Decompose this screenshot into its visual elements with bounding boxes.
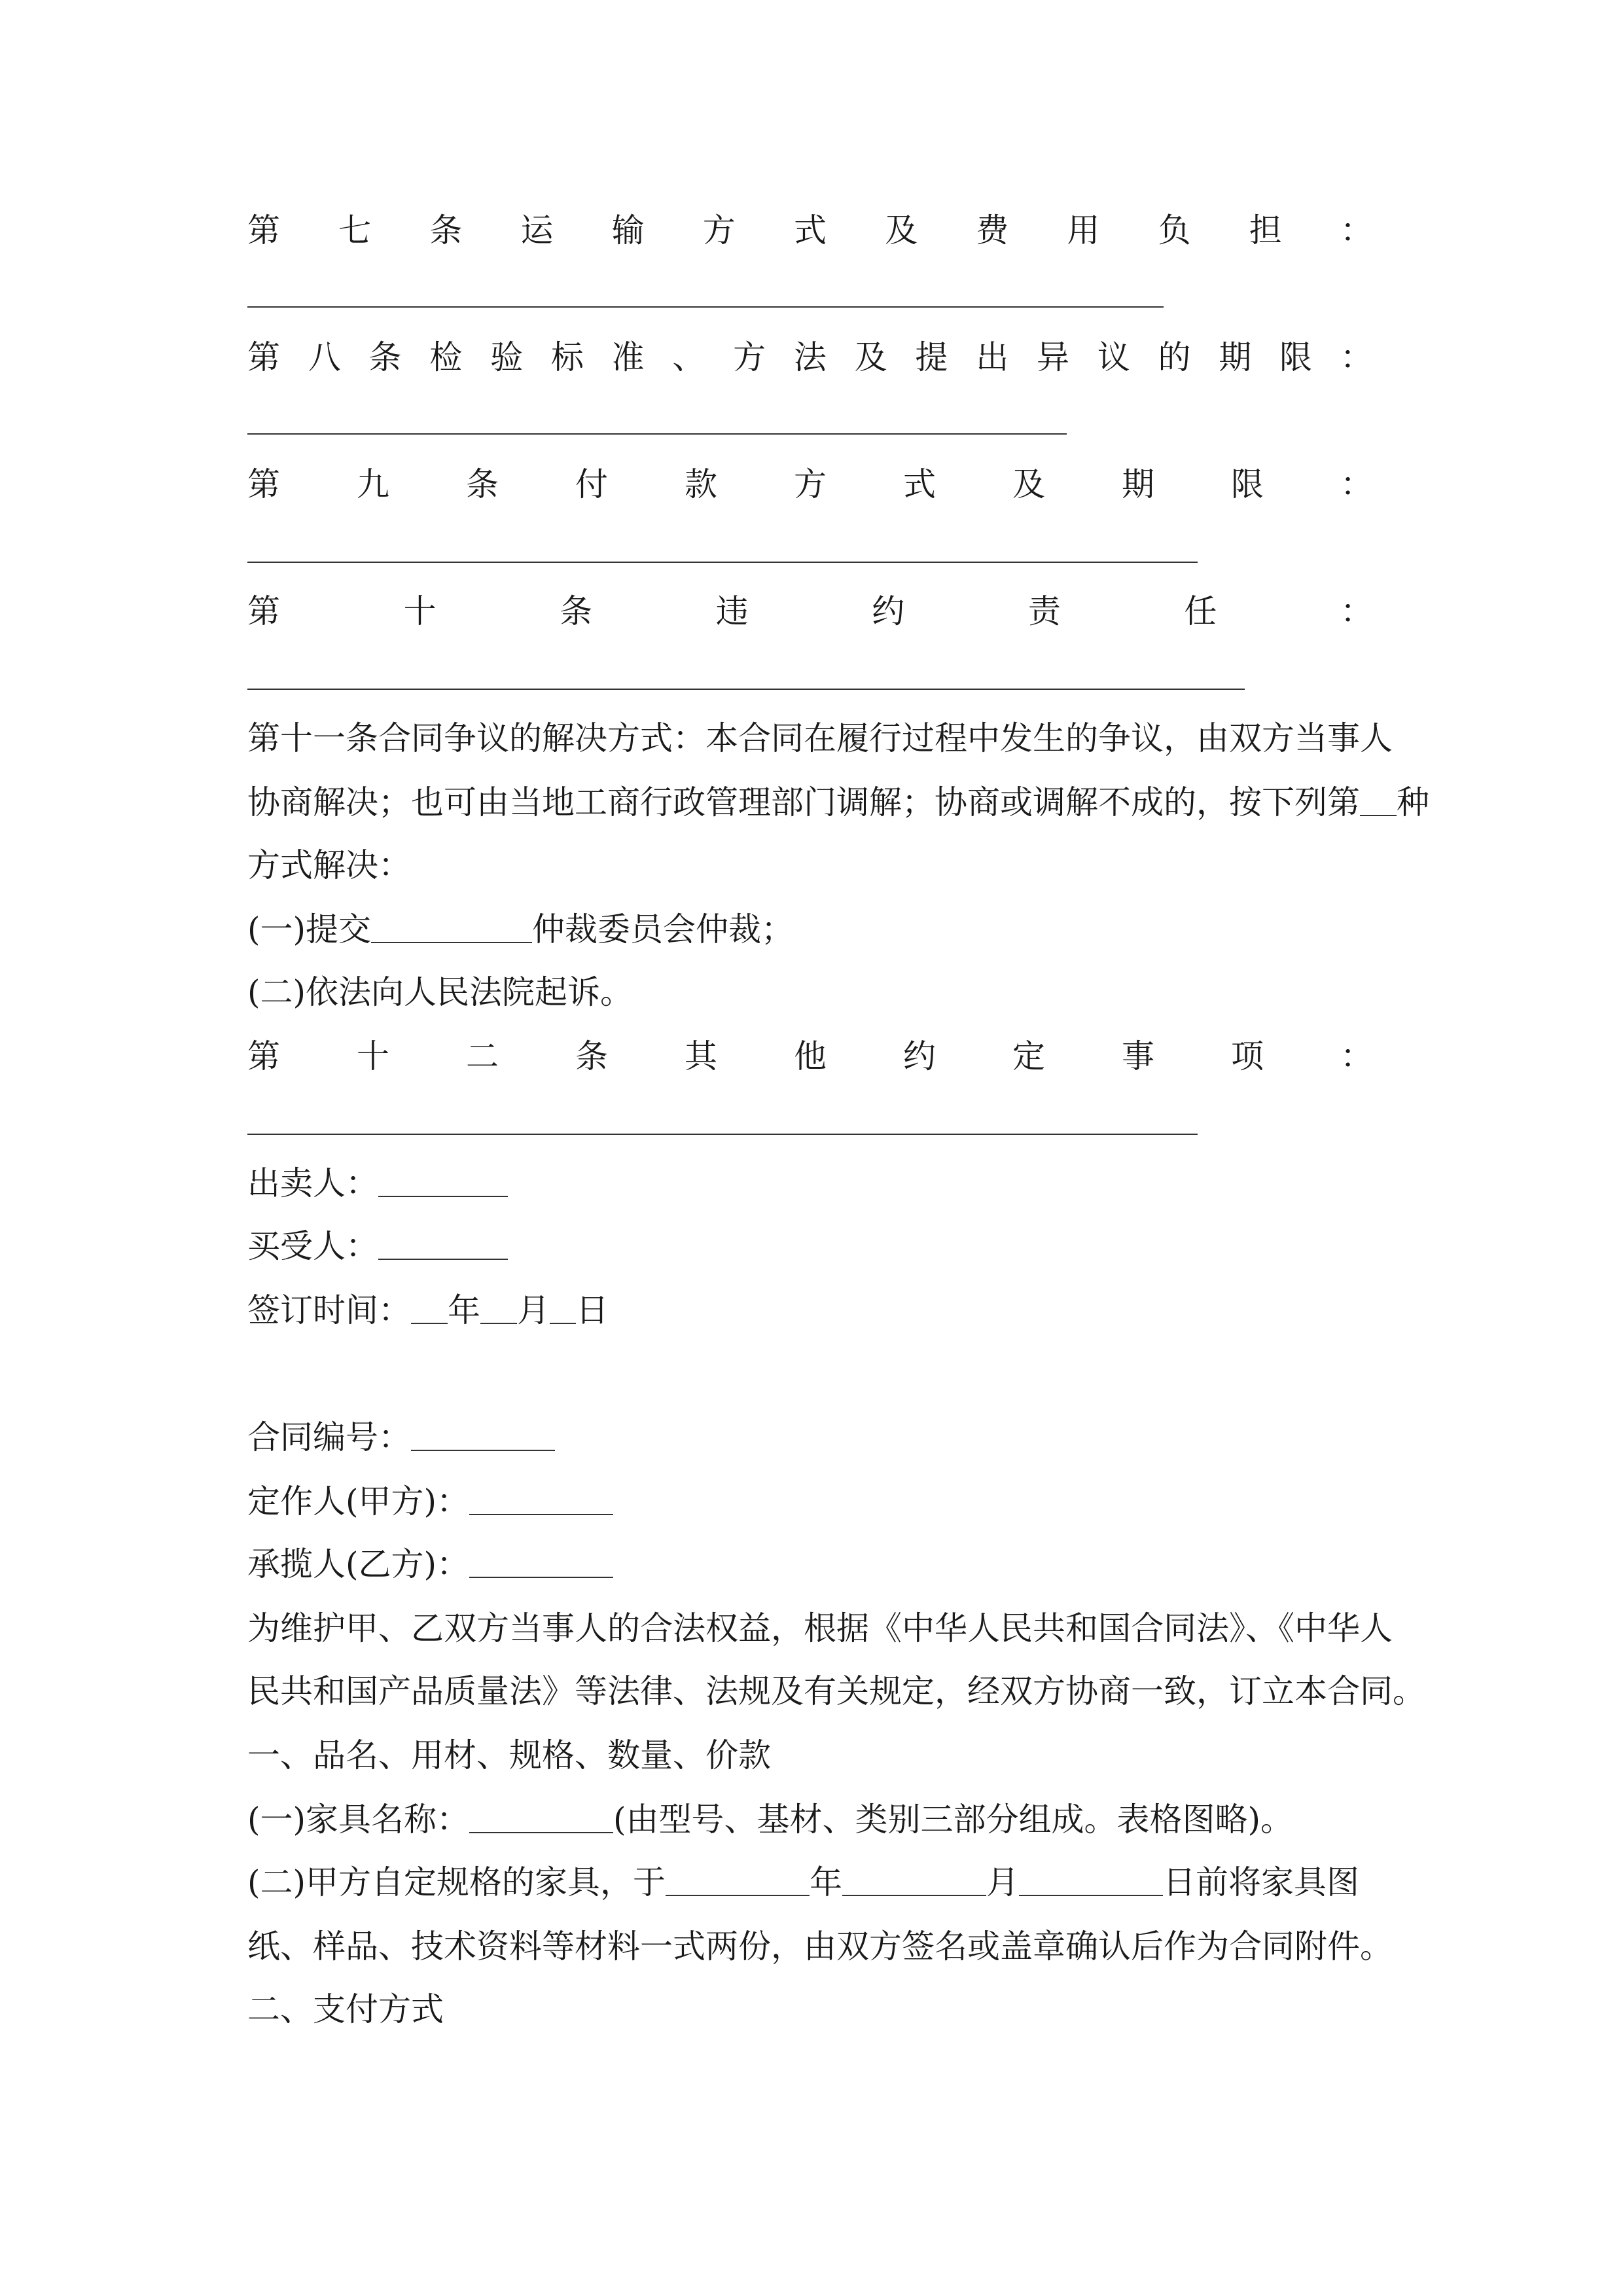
heading-char: 输 (611, 211, 645, 249)
heading-char: 其 (685, 1037, 717, 1075)
heading-char: 式 (903, 465, 936, 503)
heading-char: 他 (794, 1037, 827, 1075)
heading-char: 的 (1158, 338, 1191, 376)
heading-char: 及 (854, 338, 887, 376)
signing-date (247, 1289, 1373, 1331)
heading-char: 提 (915, 338, 948, 376)
article-9-heading (247, 463, 1373, 505)
article-8-heading (247, 336, 1373, 378)
heading-char: 运 (520, 211, 554, 249)
seller-signature (247, 1162, 1373, 1204)
item-1 (247, 1799, 1373, 1840)
party-a (247, 1480, 1373, 1522)
article-7-fill-line (247, 306, 1164, 308)
article-12-fill-line (247, 1134, 1198, 1135)
item-2-month-blank[interactable] (842, 1866, 986, 1896)
party-a-blank[interactable] (469, 1485, 613, 1515)
month-label: 月 (517, 1291, 550, 1329)
item-2-line-2: 纸、样品、技术资料等材料一式两份，由双方签名或盖章确认后作为合同附件。 (247, 1928, 1393, 1965)
dispute-method-blank[interactable] (1360, 786, 1397, 816)
arbitration-committee-blank[interactable] (371, 913, 532, 943)
contract-number-blank[interactable] (411, 1421, 555, 1451)
heading-char: 第 (247, 338, 280, 376)
heading-char: 期 (1122, 465, 1154, 503)
heading-char: 议 (1097, 338, 1130, 376)
heading-char: 八 (308, 338, 341, 376)
article-11-line-2-suffix: 种 (1397, 783, 1429, 821)
article-11-line-2-text: 协商解决；也可由当地工商行政管理部门调解；协商或调解不成的，按下列第 (247, 783, 1360, 821)
heading-char: 异 (1036, 338, 1069, 376)
heading-char: ： (1340, 1037, 1373, 1075)
buyer-label: 买受人： (247, 1227, 378, 1265)
article-10-heading (247, 590, 1373, 632)
section-2-heading: 二、支付方式 (247, 1990, 444, 2028)
day-label: 日 (576, 1291, 609, 1329)
heading-char: 十 (357, 1037, 389, 1075)
heading-char: 款 (685, 465, 717, 503)
article-9-fill-line (247, 562, 1198, 563)
heading-char: 二 (466, 1037, 499, 1075)
heading-char: 法 (793, 338, 827, 376)
heading-char: 式 (793, 211, 827, 249)
heading-char: 方 (794, 465, 827, 503)
party-a-label: 定作人(甲方)： (247, 1482, 470, 1520)
day-blank[interactable] (550, 1294, 576, 1324)
buyer-blank[interactable] (378, 1230, 508, 1260)
item-1-label: (一)家具名称： (247, 1801, 470, 1839)
heading-char: 第 (247, 465, 280, 503)
option-1-suffix: 仲裁委员会仲裁； (532, 910, 794, 948)
heading-char: 九 (357, 465, 389, 503)
heading-char: 十 (403, 592, 437, 630)
heading-char: 担 (1249, 211, 1282, 249)
heading-char: 检 (429, 338, 463, 376)
heading-char: 第 (247, 592, 280, 630)
item-2-suffix: 日前将家具图 (1163, 1863, 1360, 1901)
heading-char: 定 (1012, 1037, 1045, 1075)
article-10-fill-line (247, 689, 1245, 690)
article-11-option-1 (247, 908, 1373, 950)
option-1-prefix: (一)提交 (247, 910, 372, 948)
article-8-fill-line (247, 433, 1067, 435)
heading-char: 准 (611, 338, 645, 376)
item-2-year-blank[interactable] (666, 1866, 810, 1896)
heading-char: 费 (976, 211, 1009, 249)
seller-blank[interactable] (378, 1167, 508, 1197)
article-7-heading (247, 209, 1373, 251)
heading-char: 项 (1231, 1037, 1264, 1075)
heading-char: 付 (575, 465, 608, 503)
item-2-line-1 (247, 1861, 1373, 1903)
date-label: 签订时间： (247, 1291, 411, 1329)
article-11-line-3: 方式解决： (247, 846, 411, 884)
heading-char: 条 (560, 592, 593, 630)
heading-char: 标 (550, 338, 584, 376)
article-12-heading (247, 1035, 1373, 1077)
heading-char: 期 (1219, 338, 1252, 376)
heading-char: 条 (466, 465, 499, 503)
heading-char: 第 (247, 211, 280, 249)
party-b-label: 承揽人(乙方)： (247, 1545, 470, 1583)
item-2-year: 年 (810, 1863, 843, 1901)
article-11-option-2: (二)依法向人民法院起诉。 (247, 973, 633, 1011)
item-1-note: (由型号、基材、类别三部分组成。表格图略)。 (613, 1801, 1294, 1839)
heading-char: 事 (1122, 1037, 1154, 1075)
heading-char: 用 (1067, 211, 1100, 249)
article-11-line-2 (247, 781, 1429, 823)
heading-char: 条 (429, 211, 463, 249)
heading-char: 限 (1231, 465, 1264, 503)
heading-char: 方 (702, 211, 736, 249)
heading-char: 违 (715, 592, 749, 630)
heading-char: 及 (1012, 465, 1045, 503)
heading-char: 验 (490, 338, 524, 376)
item-2-month: 月 (986, 1863, 1020, 1901)
preamble-line-2: 民共和国产品质量法》等法律、法规及有关规定，经双方协商一致，订立本合同。 (247, 1672, 1425, 1710)
preamble-line-1: 为维护甲、乙双方当事人的合法权益，根据《中华人民共和国合同法》、《中华人 (247, 1609, 1393, 1647)
heading-char: ： (1340, 338, 1373, 376)
heading-char: 、 (672, 338, 705, 376)
heading-char: 任 (1184, 592, 1217, 630)
contract-number (247, 1416, 1373, 1458)
heading-char: 七 (338, 211, 372, 249)
heading-char: 方 (733, 338, 766, 376)
article-11-line-1: 第十一条合同争议的解决方式：本合同在履行过程中发生的争议，由双方当事人 (247, 719, 1393, 757)
contract-number-label: 合同编号： (247, 1418, 411, 1456)
year-blank[interactable] (411, 1294, 448, 1324)
heading-char: 出 (976, 338, 1009, 376)
party-b-blank[interactable] (469, 1548, 613, 1578)
heading-char: 负 (1158, 211, 1191, 249)
heading-char: 限 (1279, 338, 1313, 376)
heading-char: 第 (247, 1037, 280, 1075)
heading-char: 条 (575, 1037, 608, 1075)
heading-char: 条 (368, 338, 402, 376)
buyer-signature (247, 1225, 1373, 1267)
item-2-day-blank[interactable] (1019, 1866, 1163, 1896)
seller-label: 出卖人： (247, 1164, 378, 1202)
furniture-name-blank[interactable] (469, 1803, 613, 1833)
party-b (247, 1543, 1373, 1585)
heading-char: 及 (885, 211, 918, 249)
section-1-heading: 一、品名、用材、规格、数量、价款 (247, 1736, 771, 1774)
month-blank[interactable] (480, 1294, 517, 1324)
heading-char: 责 (1027, 592, 1061, 630)
heading-char: 约 (872, 592, 905, 630)
heading-char: ： (1340, 465, 1373, 503)
heading-char: 约 (903, 1037, 936, 1075)
item-2-prefix: (二)甲方自定规格的家具，于 (247, 1863, 666, 1901)
heading-char: ： (1340, 211, 1373, 249)
heading-char: ： (1340, 592, 1373, 630)
year-label: 年 (448, 1291, 480, 1329)
